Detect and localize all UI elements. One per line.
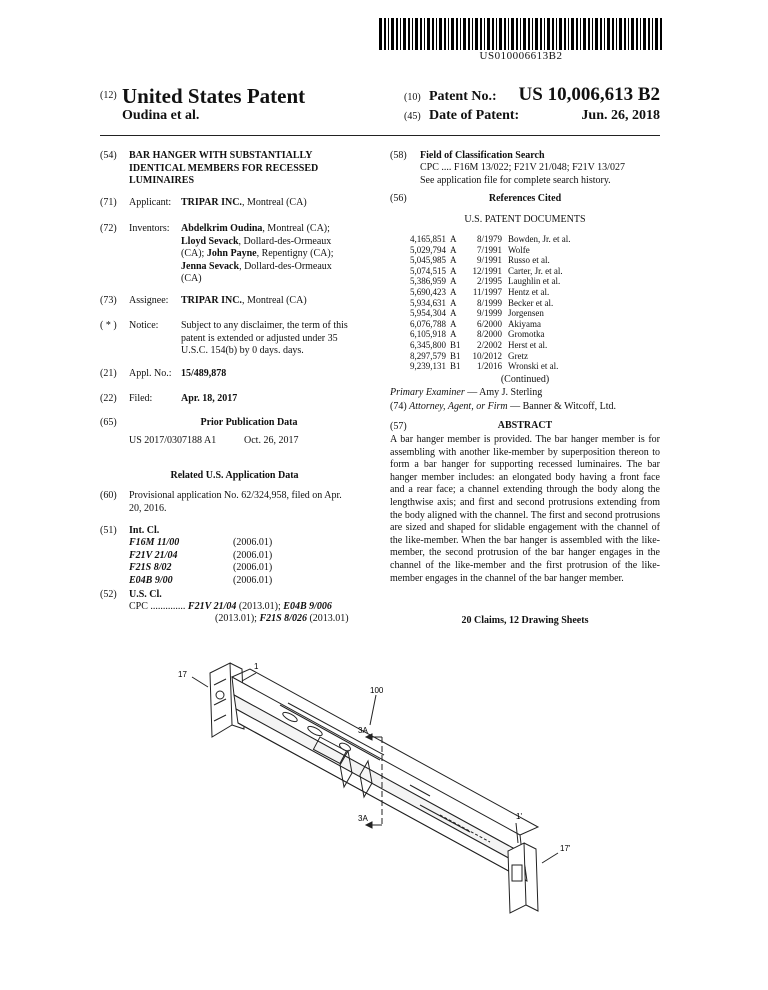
ref-name: Jorgensen (508, 308, 544, 319)
field-search-line: CPC .... F16M 13/022; F21V 21/048; F21V 13/027 (420, 162, 625, 173)
examiner-label: Primary Examiner (390, 387, 465, 398)
provisional-line: 20, 2016. (129, 502, 167, 514)
barcode-bar (516, 18, 518, 50)
ref-number: 6,076,788 (410, 318, 446, 329)
inventor-name: Lloyd Sevack (181, 235, 239, 247)
barcode-bar (535, 18, 538, 50)
attorney-name: — Banner & Witcoff, Ltd. (507, 401, 616, 412)
int-cl-class: E04B 9/00 (129, 574, 173, 586)
ref-date: 10/2012 (472, 350, 503, 361)
code-52: (52) (100, 589, 117, 600)
examiner (390, 387, 542, 400)
barcode-bar (636, 18, 638, 50)
related-heading: Related U.S. Application Data (170, 470, 299, 481)
us-docs-heading: U.S. PATENT DOCUMENTS (464, 214, 586, 225)
patent-date: Jun. 26, 2018 (581, 108, 660, 123)
appl-no: 15/489,878 (181, 368, 227, 379)
ref-number: 8,297,579 (410, 350, 446, 361)
ref-name: Wolfe (508, 244, 530, 255)
prior-pub-heading: Prior Publication Data (200, 417, 298, 428)
inventors-short: Oudina et al. (122, 108, 200, 123)
ref-kind: A (450, 308, 457, 319)
int-cl-class: F16M 11/00 (129, 537, 180, 548)
barcode-number: US010006613B2 (479, 50, 563, 62)
ref-kind: B1 (450, 361, 461, 372)
barcode-bar (448, 18, 449, 50)
reference-row (410, 298, 575, 309)
barcode-bar (487, 18, 490, 50)
inventors-label: Inventors: (129, 223, 170, 234)
prior-pub-number: US 2017/0307188 A1 (129, 435, 217, 446)
barcode-bar (540, 18, 542, 50)
barcode-bar (612, 18, 614, 50)
abstract-heading: ABSTRACT (497, 420, 553, 431)
applicant-name: TRIPAR INC. (181, 197, 242, 208)
barcode-bar (631, 18, 634, 50)
ref-kind: A (450, 329, 457, 340)
ref-kind: A (450, 255, 457, 266)
ref-name: Herst et al. (508, 339, 548, 350)
barcode-bar (424, 18, 425, 50)
notice-line: Subject to any disclaimer, the term of this (181, 320, 348, 331)
inventor-location: (CA); (181, 248, 207, 259)
ref-number: 9,239,131 (410, 361, 446, 372)
ref-number: 6,345,800 (410, 339, 446, 350)
barcode-bar (504, 18, 506, 50)
ref-kind: A (450, 318, 457, 329)
ref-name: Bowden, Jr. et al. (508, 234, 571, 244)
leader-100 (370, 695, 376, 725)
barcode-bar (580, 18, 581, 50)
cpc-label: CPC .............. (129, 601, 186, 612)
code-74: (74) (390, 401, 407, 412)
applicant (181, 197, 307, 210)
barcode-bar (556, 18, 557, 50)
cpc-version: (2013.01) (306, 613, 349, 624)
code-65: (65) (100, 417, 117, 428)
header-rule (100, 135, 660, 136)
int-cl-label: Int. Cl. (129, 525, 160, 536)
barcode-bar (607, 18, 610, 50)
ref-name: Gretz (508, 350, 529, 361)
barcode-bar (460, 18, 461, 50)
ref-date: 9/1999 (477, 308, 503, 319)
code-45: (45) (404, 111, 421, 122)
barcode-bar (432, 18, 434, 50)
barcode-bar (648, 18, 650, 50)
inventor-name: John Payne (206, 248, 257, 259)
ref-kind: A (450, 276, 457, 287)
bar-hanger-figure (170, 655, 600, 925)
cpc-line-2 (215, 613, 349, 626)
patent-no-label: Patent No.: (429, 89, 497, 104)
barcode-bar (396, 18, 398, 50)
attorney-label: Attorney, Agent, or Firm (409, 401, 508, 412)
leader-1 (242, 673, 256, 681)
notice-text (181, 320, 369, 358)
field-search-line: See application file for complete search history. (420, 174, 611, 186)
reference-row (410, 319, 575, 330)
inventor-name: Jenna Sevack (181, 260, 240, 272)
inventor-location: (CA) (181, 273, 202, 284)
barcode-bar (456, 18, 458, 50)
ref-number: 5,029,794 (410, 244, 446, 255)
code-54: (54) (100, 150, 117, 161)
provisional-text (129, 490, 369, 515)
filed-date: Apr. 18, 2017 (181, 393, 238, 404)
barcode-bar (600, 18, 602, 50)
figure-label: 3A (358, 814, 368, 823)
ref-name: Hentz et al. (508, 286, 550, 297)
provisional-line: Provisional application No. 62/324,958, filed on Apr. (129, 490, 342, 501)
filed-label: Filed: (129, 393, 153, 404)
ref-date: 1/2016 (477, 361, 503, 372)
barcode-bar (528, 18, 530, 50)
us-cl-label: U.S. Cl. (129, 589, 162, 600)
right-bracket (508, 843, 538, 913)
barcode-bar (391, 18, 394, 50)
barcode-bar (499, 18, 502, 50)
figure-label: 17' (560, 844, 571, 853)
abstract-text: A bar hanger member is provided. The bar hanger member is for assembling with another like-member by superposition thereon to form a bar hanger for supporting recessed luminaires. The bar hanger member includes: an elongated body having a front face and a rear face; a channel extending through the body along the lengthwise axis; and first and second protrusions extending from the body aligned with the channel. The first and second protrusions are sized and shaped for slidable engagement with the channel of the like-member. When the bar hanger is assembled with the like-member, the second protrusion of the bar hanger engages in the channel of the like-member and the first protrusion of the like-member engages in the channel of the bar hanger member. (390, 434, 660, 584)
cpc-version: (2013.01); (215, 613, 260, 624)
barcode-bar (571, 18, 574, 50)
ref-name: Becker et al. (508, 297, 554, 308)
applicant-location: , Montreal (CA) (241, 197, 307, 208)
ref-date: 2/1995 (477, 276, 503, 287)
int-cl-version: (2006.01) (233, 537, 273, 548)
barcode-bar (468, 18, 470, 50)
code-51: (51) (100, 525, 117, 536)
patent-number: US 10,006,613 B2 (518, 84, 660, 105)
figure-label: 1' (516, 812, 522, 821)
reference-row (410, 287, 575, 298)
attorney (390, 401, 616, 414)
code-21: (21) (100, 368, 117, 379)
inventor-location: , Dollard-des-Ormeaux (239, 260, 332, 272)
references-heading: References Cited (488, 193, 562, 204)
ref-number: 6,105,918 (410, 329, 446, 340)
ref-kind: A (450, 265, 457, 276)
inventors-list (181, 223, 334, 286)
ref-kind: B1 (450, 339, 461, 350)
barcode-bar (655, 18, 658, 50)
barcode-bar (619, 18, 622, 50)
notice-label: Notice: (129, 320, 159, 331)
ref-name: Laughlin et al. (508, 276, 561, 287)
ref-date: 8/1979 (477, 234, 503, 244)
invention-title (129, 150, 318, 188)
barcode-bar (643, 18, 646, 50)
appl-no-label: Appl. No.: (129, 368, 172, 379)
cpc-class: F21S 8/026 (259, 613, 307, 624)
reference-row (410, 308, 575, 319)
ref-date: 2/2002 (477, 339, 503, 350)
barcode-bar (583, 18, 586, 50)
ref-date: 7/1991 (477, 244, 503, 255)
barcode-bar (400, 18, 401, 50)
prior-pub-date: Oct. 26, 2017 (244, 435, 299, 446)
inventor-location: , Dollard-des-Ormeaux (238, 235, 332, 247)
ref-date: 12/1991 (472, 265, 503, 276)
assignee-name: TRIPAR INC. (181, 295, 242, 306)
ref-kind: A (450, 234, 457, 244)
leader-17 (192, 677, 208, 687)
code-56: (56) (390, 193, 407, 204)
code-22: (22) (100, 393, 117, 404)
ref-date: 9/1991 (477, 255, 503, 266)
ref-kind: B1 (450, 350, 461, 361)
cpc-line-1 (129, 601, 332, 614)
cpc-class: F21V 21/04 (187, 601, 237, 612)
reference-row (410, 234, 575, 245)
title-line: BAR HANGER WITH SUBSTANTIALLY (129, 150, 313, 161)
reference-row (410, 329, 575, 340)
barcode-bar (388, 18, 389, 50)
code-notice: ( * ) (100, 320, 117, 331)
barcode-bar (640, 18, 641, 50)
int-cl-list (129, 537, 272, 587)
field-search-label: Field of Classification Search (420, 150, 545, 161)
barcode-bar (384, 18, 386, 50)
code-73: (73) (100, 295, 117, 306)
reference-row (410, 276, 575, 287)
barcode (379, 18, 663, 50)
figure-label: 17 (178, 670, 187, 679)
barcode-bar (552, 18, 554, 50)
barcode-bar (559, 18, 562, 50)
barcode-bar (436, 18, 437, 50)
notice-line: U.S.C. 154(b) by 0 days. days. (181, 345, 304, 356)
ref-number: 5,386,959 (410, 276, 446, 287)
reference-row (410, 255, 575, 266)
barcode-bar (415, 18, 418, 50)
leader-17-prime (542, 853, 558, 863)
barcode-bar (444, 18, 446, 50)
inventor-location: , Repentigny (CA); (256, 248, 334, 259)
reference-row (410, 361, 575, 372)
int-cl-version: (2006.01) (233, 574, 273, 586)
barcode-bar (568, 18, 569, 50)
barcode-bar (628, 18, 629, 50)
code-10: (10) (404, 92, 421, 103)
references-table (410, 234, 575, 372)
ref-date: 6/2000 (477, 318, 503, 329)
barcode-bar (544, 18, 545, 50)
title-line: LUMINAIRES (129, 175, 195, 186)
code-71: (71) (100, 197, 117, 208)
barcode-bar (408, 18, 410, 50)
int-cl-class: F21V 21/04 (129, 549, 178, 561)
barcode-bar (652, 18, 653, 50)
title-line: IDENTICAL MEMBERS FOR RECESSED (129, 162, 319, 174)
refs-continued: (Continued) (500, 374, 550, 385)
barcode-bar (420, 18, 422, 50)
ref-number: 5,934,631 (410, 297, 446, 308)
barcode-bar (523, 18, 526, 50)
barcode-bar (403, 18, 406, 50)
code-60: (60) (100, 490, 117, 501)
ref-name: Akiyama (508, 318, 542, 329)
barcode-bar (564, 18, 566, 50)
bar-body (232, 669, 538, 881)
barcode-bar (496, 18, 497, 50)
examiner-name: — Amy J. Sterling (464, 387, 543, 398)
figure-label: 100 (370, 686, 384, 695)
figure-label: 3A (358, 726, 368, 735)
int-cl-version: (2006.01) (233, 549, 273, 561)
barcode-bar (595, 18, 598, 50)
barcode-bar (427, 18, 430, 50)
ref-number: 5,074,515 (410, 265, 446, 276)
barcode-bar (588, 18, 590, 50)
ref-date: 11/1997 (472, 286, 503, 297)
ref-name: Carter, Jr. et al. (508, 265, 563, 276)
reference-row (410, 340, 575, 351)
code-58: (58) (390, 150, 407, 161)
ref-kind: A (450, 297, 457, 308)
assignee-location: , Montreal (CA) (241, 295, 307, 306)
barcode-bar (624, 18, 626, 50)
ref-date: 8/1999 (477, 297, 503, 308)
barcode-bar (511, 18, 514, 50)
barcode-bar (492, 18, 494, 50)
patent-title: United States Patent (122, 84, 306, 108)
reference-row (410, 245, 575, 256)
barcode-bar (379, 18, 382, 50)
ref-kind: A (450, 244, 457, 255)
barcode-bar (604, 18, 605, 50)
ref-name: Wronski et al. (508, 361, 559, 372)
barcode-bar (508, 18, 509, 50)
date-label: Date of Patent: (429, 108, 520, 123)
ref-number: 5,045,985 (410, 255, 446, 266)
field-search-text (420, 162, 625, 187)
inventor-name: Abdelkrim Oudina (181, 223, 263, 234)
barcode-bar (520, 18, 521, 50)
ref-number: 4,165,851 (410, 234, 446, 244)
assignee (181, 295, 307, 308)
barcode-bar (532, 18, 533, 50)
int-cl-class: F21S 8/02 (129, 562, 172, 573)
barcode-bar (616, 18, 617, 50)
code-12: (12) (100, 90, 117, 101)
claims-sheets: 20 Claims, 12 Drawing Sheets (461, 615, 589, 626)
ref-name: Russo et al. (508, 255, 550, 266)
figure-label: 1 (254, 662, 259, 671)
assignee-label: Assignee: (129, 295, 169, 306)
cpc-version: (2013.01); (236, 601, 284, 612)
barcode-bar (592, 18, 593, 50)
ref-number: 5,954,304 (410, 308, 446, 319)
ref-name: Gromotka (508, 329, 545, 340)
barcode-bar (576, 18, 578, 50)
barcode-bar (451, 18, 454, 50)
ref-kind: A (450, 286, 457, 297)
barcode-bar (439, 18, 442, 50)
notice-line: patent is extended or adjusted under 35 (181, 332, 338, 344)
code-72: (72) (100, 223, 117, 234)
code-57: (57) (390, 421, 407, 432)
barcode-bar (412, 18, 413, 50)
int-cl-version: (2006.01) (233, 562, 273, 573)
barcode-bar (484, 18, 485, 50)
applicant-label: Applicant: (129, 197, 172, 208)
barcode-bar (472, 18, 473, 50)
barcode-bar (463, 18, 466, 50)
barcode-bar (547, 18, 550, 50)
reference-row (410, 351, 575, 362)
ref-date: 8/2000 (477, 329, 503, 340)
cpc-class: E04B 9/006 (283, 601, 332, 612)
barcode-bar (475, 18, 478, 50)
inventor-location: , Montreal (CA); (262, 223, 330, 234)
barcode-bar (480, 18, 482, 50)
barcode-bar (660, 18, 662, 50)
ref-number: 5,690,423 (410, 286, 446, 297)
reference-row (410, 266, 575, 277)
